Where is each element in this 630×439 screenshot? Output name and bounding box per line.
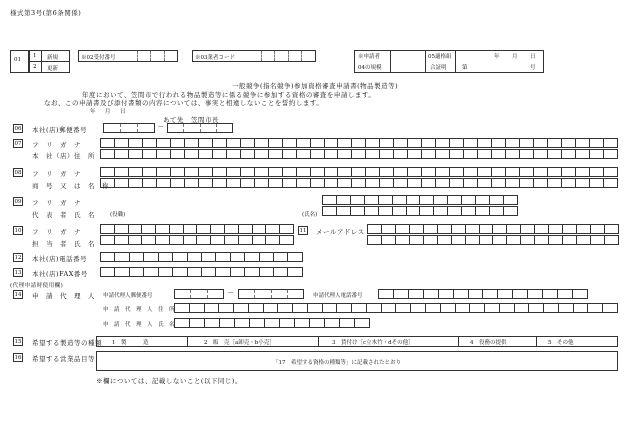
proxy-note: (代理申請時使用欄) (10, 283, 64, 289)
row-10-furigana: フ リ ガ ナ (32, 228, 81, 236)
row-16-label: 希望する営業品目等 (32, 355, 95, 363)
divider (318, 336, 319, 347)
pass-dai: 第 (462, 65, 468, 71)
fax-cells[interactable] (100, 267, 303, 277)
date-day: 日 (120, 109, 126, 115)
business-items-content: 「17 希望する資格の種類等」に記載されたとおり (273, 360, 402, 366)
row-08-number: 08 (14, 170, 22, 176)
row-09-number: 09 (14, 199, 22, 205)
row-11-label: メールアドレス (316, 228, 365, 236)
vendor-code-label: ※03業者コード (195, 55, 235, 61)
rep-post-label: (役職) (110, 212, 126, 218)
rep-name-cells[interactable] (322, 206, 518, 216)
business-type-service[interactable]: 4 役務の提供 (470, 340, 507, 346)
scale-label: 04の規模 (358, 65, 382, 71)
company-name-cells[interactable] (100, 178, 618, 188)
staff-furigana-cells[interactable] (100, 224, 294, 234)
row-12-number: 12 (14, 255, 22, 261)
row-11-number: 11 (299, 228, 307, 234)
business-type-other[interactable]: 5 その他 (548, 340, 574, 346)
address-furigana-cells[interactable] (100, 138, 618, 148)
rep-name-label: (氏名) (302, 212, 318, 218)
receipt-number-cells (124, 51, 177, 61)
divider (536, 336, 537, 347)
divider (458, 336, 459, 347)
receipt-number-label: ※02受付番号 (81, 55, 116, 61)
business-type-sales[interactable]: 2 販 売［a卸売・b小売］ (204, 340, 275, 346)
company-furigana-cells[interactable] (100, 167, 618, 177)
zip-first-cells[interactable] (103, 123, 155, 133)
zip-second-cells[interactable] (167, 123, 233, 133)
email-cells-2[interactable] (367, 235, 619, 245)
row-15-number: 15 (14, 339, 22, 345)
proxy-zip-label: 申請代理人郵便番号 (103, 293, 153, 299)
row-10-label: 担 当 者 氏 名 (32, 240, 95, 248)
row-15-label: 希望する製造等の種類 (32, 339, 102, 347)
proxy-tel-label: 申請代理人電話番号 (313, 293, 363, 299)
address-cells[interactable] (100, 149, 618, 159)
email-cells-1[interactable] (367, 224, 619, 234)
option-new-number: 1 (33, 53, 37, 59)
business-type-rental[interactable]: 3 賃付け［c立木竹・dその他］ (332, 340, 414, 346)
row-12-label: 本社(店)電話番号 (32, 255, 88, 263)
row-14-label: 申 請 代 理 人 (32, 292, 95, 300)
proxy-name-cells[interactable] (174, 318, 370, 328)
zip-dash: — (158, 124, 164, 130)
row-13-number: 13 (14, 270, 22, 276)
staff-name-cells[interactable] (100, 235, 294, 245)
intro-line-2: なお、この申請書及び添付書類の内容については、事実と相違しないことを誓約します。 (44, 99, 324, 107)
row-16-number: 16 (14, 355, 22, 361)
date-month: 月 (105, 109, 111, 115)
proxy-zip-dash: — (228, 290, 234, 296)
row-06-label: 本社(店)郵便番号 (32, 126, 88, 134)
row-07-number: 07 (14, 141, 22, 147)
row-09-furigana: フ リ ガ ナ (32, 199, 81, 207)
row-08-furigana: フ リ ガ ナ (32, 170, 81, 178)
pass-label: 05適格組 (428, 54, 452, 60)
divider (187, 336, 188, 347)
pass-month: 月 (512, 54, 518, 60)
row-08-label: 商 号 又 は 名 称 (32, 182, 109, 190)
option-renew-label: 更新 (47, 66, 59, 72)
divider (390, 50, 391, 73)
row-07-label: 本 社（店）住 所 (32, 152, 95, 160)
proxy-address-label: 申 請 代 理 人 住 所 (103, 307, 175, 313)
index-01: 01 (14, 57, 21, 63)
proxy-zip-second-cells[interactable] (238, 289, 304, 299)
divider (425, 50, 426, 73)
proxy-tel-cells[interactable] (378, 289, 588, 299)
pass-day: 日 (530, 54, 536, 60)
option-new-label: 新規 (47, 55, 59, 61)
proxy-address-cells[interactable] (174, 303, 618, 313)
row-14-number: 14 (14, 292, 22, 298)
pass-year: 年 (494, 54, 500, 60)
business-type-manufacture[interactable]: 1 製 造 (112, 340, 149, 346)
rep-furigana-cells[interactable] (322, 195, 518, 205)
form-code: 様式第3号(第6条関係) (10, 9, 82, 17)
pass-label-2: 合証明 (430, 65, 447, 71)
row-13-label: 本社(店)FAX番号 (32, 270, 88, 278)
pass-go: 号 (530, 65, 536, 71)
option-renew-number: 2 (33, 64, 37, 70)
divider (455, 50, 456, 73)
divider (41, 50, 42, 73)
proxy-zip-first-cells[interactable] (174, 289, 224, 299)
applicant-label: ※申請者 (358, 54, 381, 60)
row-07-furigana: フ リ ガ ナ (32, 141, 81, 149)
intro-line-1: 年度において、笠間市で行われる物品製造等に係る競争に参加する資格の審査を申請します。 (82, 91, 376, 99)
proxy-name-label: 申 請 代 理 人 氏 名 (103, 322, 175, 328)
footnote: ※欄については、記載しないこと(以下同じ)。 (96, 377, 242, 385)
form-title: 一般競争(指名競争)参加資格審査申請書(物品製造等) (232, 82, 399, 90)
row-09-label: 代 表 者 氏 名 (32, 211, 95, 219)
addressee: あて先 笠間市長 (163, 116, 219, 124)
date-year: 年 (90, 109, 96, 115)
row-10-number: 10 (14, 228, 22, 234)
vendor-code-cells (248, 51, 315, 61)
row-06-number: 06 (14, 126, 22, 132)
phone-cells[interactable] (100, 252, 303, 262)
